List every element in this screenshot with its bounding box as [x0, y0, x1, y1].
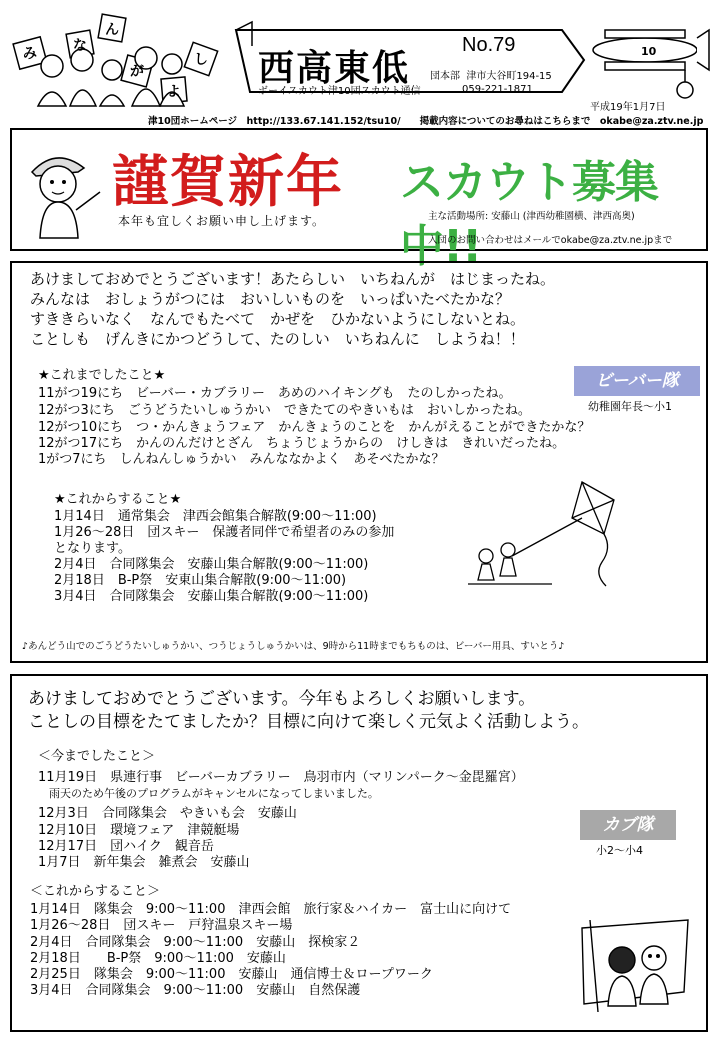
beaver-done-item: 11がつ19にち ビーバー・カブラリー あめのハイキングも たのしかったね。 — [38, 386, 512, 401]
cub-done-item: 12月3日 合同隊集会 やきいも会 安藤山 — [38, 806, 297, 821]
cub-age-range: 小2～小4 — [596, 844, 643, 857]
beaver-todo-item: 1月26～28日 団スキー 保護者同伴で希望者のみの参加 — [54, 525, 395, 540]
mascot-flag-char: み — [23, 46, 37, 62]
beaver-todo-item: 3月4日 合同隊集会 安藤山集合解散(9:00～11:00) — [54, 589, 369, 604]
kite-flying-illustration — [462, 476, 642, 596]
issue-number: No.79 — [462, 34, 516, 56]
beaver-todo-item: 1月14日 通常集会 津西会館集合解散(9:00～11:00) — [54, 509, 377, 524]
cub-done-item: 12月10日 環境フェア 津競艇場 — [38, 823, 240, 838]
beaver-done-item: 12がつ17にち かんのんだけとざん ちょうじょうからの けしきは きれいだったね。 — [38, 436, 566, 451]
mascot-flag-char: よ — [167, 84, 181, 100]
newsletter-title: 西高東低 — [258, 47, 411, 89]
issue-date: 平成19年1月7日 — [590, 102, 666, 113]
cub-greeting-line: あけましておめでとうございます。今年もよろしくお願いします。 — [28, 689, 536, 709]
beaver-todo-item: となります。 — [54, 541, 131, 556]
cub-todo-item: 2月4日 合同隊集会 9:00～11:00 安藤山 探検家２ — [30, 935, 361, 950]
mascot-flag-char: し — [194, 52, 208, 68]
airplane-illustration — [585, 8, 715, 103]
mascot-flag-char: が — [130, 64, 144, 80]
homepage-line: 津10団ホームページ http://133.67.141.152/tsu10/ 掲載内容についてのお尋ねはこちらまで okabe@za.ztv.ne.jp — [148, 116, 704, 127]
beaver-troop-badge: ビーバー隊 — [574, 366, 700, 396]
cub-todo-item: 2月18日 B-P祭 9:00～11:00 安藤山 — [30, 951, 286, 966]
beaver-note: ♪あんどう山でのごうどうたいしゅうかい、つうじょうしゅうかいは、9時から11時までもちものは、ビーバー用具、すいとう♪ — [22, 641, 565, 652]
beaver-todo-item: 2月18日 B-P祭 安東山集合解散(9:00～11:00) — [54, 573, 347, 588]
airplane-number: 10 — [641, 45, 657, 58]
newsletter-subtitle: ボーイスカウト津10団スカウト通信 — [258, 86, 421, 97]
cub-todo-heading: ＜これからすること＞ — [30, 884, 161, 899]
beaver-greeting-line: みんなは おしょうがつには おいしいものを いっぱいたべたかな？ — [30, 290, 511, 308]
beaver-greeting-line: ことしも げんきにかつどうして、たのしい いちねんに しようね！！ — [30, 330, 525, 348]
cub-todo-item: 2月25日 隊集会 9:00～11:00 安藤山 通信博士＆ロープワーク — [30, 967, 433, 982]
cub-done-item: 雨天のため午後のプログラムがキャンセルになってしまいました。 — [38, 787, 379, 800]
dan-info — [430, 70, 552, 96]
scout-boy-icon — [18, 138, 102, 246]
activity-location: 主な活動場所: 安藤山 (津西幼稚園横、津西高奥) — [428, 211, 635, 222]
cub-done-item: 11月19日 県連行事 ビーバーカブラリー 鳥羽市内（マリンパーク～金毘羅宮） — [38, 770, 524, 785]
cub-done-heading: ＜今までしたこと＞ — [38, 749, 156, 764]
enrollment-contact: 入団のお問い合わせはメールでokabe@za.ztv.ne.jpまで — [428, 235, 673, 246]
cub-todo-item: 1月26～28日 団スキー 戸狩温泉スキー場 — [30, 918, 293, 933]
beaver-age-range: 幼稚園年長～小1 — [588, 400, 672, 413]
scout-recruiting-heading: スカウト募集中!! — [400, 157, 658, 272]
dan-phone: 059-221-1871 — [462, 84, 533, 95]
beaver-greeting-line: あけましておめでとうございます！あたらしい いちねんが はじまったね。 — [30, 270, 556, 288]
beaver-greeting-line: すききらいなく なんでもたべて かぜを ひかないようにしないとね。 — [30, 310, 526, 328]
dan-label: 団本部 — [430, 71, 460, 82]
new-year-greeting: 本年も宜しくお願い申し上げます。 — [118, 214, 326, 228]
cub-todo-item: 3月4日 合同隊集会 9:00～11:00 安藤山 自然保護 — [30, 983, 361, 998]
cub-todo-item: 1月14日 隊集会 9:00～11:00 津西会館 旅行家＆ハイカー 富士山に向けて — [30, 902, 512, 917]
cub-flag-illustration — [576, 914, 696, 1014]
mascot-flag-char: な — [73, 38, 87, 54]
beaver-todo-item: 2月4日 合同隊集会 安藤山集合解散(9:00～11:00) — [54, 557, 369, 572]
beaver-done-item: 12がつ10にち つ・かんきょうフェア かんきょうのことを かんがえることができたかな？ — [38, 420, 591, 435]
scouts-mascot-illustration — [12, 8, 222, 108]
cub-done-item: 12月17日 団ハイク 観音岳 — [38, 839, 214, 854]
cub-troop-badge: カブ隊 — [580, 810, 676, 840]
beaver-done-item: 1がつ7にち しんねんしゅうかい みんななかよく あそべたかな？ — [38, 452, 445, 467]
beaver-done-item: 12がつ3にち ごうどうたいしゅうかい できたてのやきいもは おいしかったね。 — [38, 403, 531, 418]
cub-greeting-line: ことしの目標をたてましたか？目標に向けて楽しく元気よく活動しよう。 — [28, 712, 589, 732]
beaver-todo-heading: ★これからすること★ — [54, 492, 182, 507]
kinga-shinnen-heading: 謹賀新年 — [112, 149, 344, 215]
mascot-flag-char: ん — [105, 22, 119, 38]
dan-address: 津市大谷町194-15 — [466, 71, 552, 82]
beaver-done-heading: ★これまでしたこと★ — [38, 368, 166, 383]
cub-done-item: 1月7日 新年集会 雑煮会 安藤山 — [38, 855, 250, 870]
